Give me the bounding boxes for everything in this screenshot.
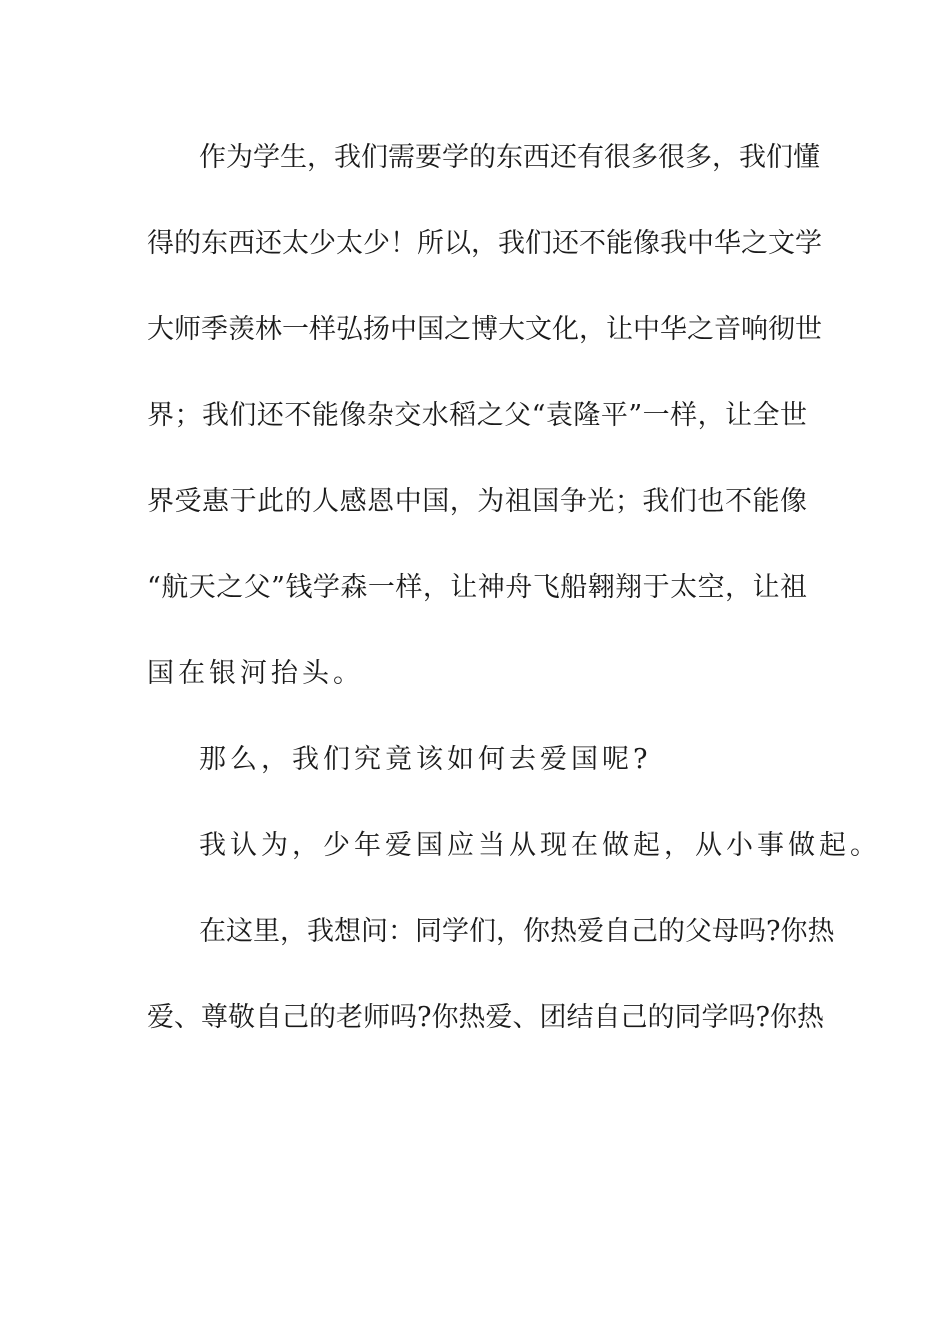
paragraph-4-line-2: 爱、尊敬自己的老师吗?你热爱、团结自己的同学吗?你热	[147, 1002, 824, 1033]
paragraph-2: 那么，我们究竟该如何去爱国呢?	[199, 744, 652, 775]
paragraph-1-line-1: 作为学生，我们需要学的东西还有很多很多，我们懂	[199, 142, 820, 173]
paragraph-4-line-1: 在这里，我想问：同学们，你热爱自己的父母吗?你热	[199, 916, 835, 947]
paragraph-1-line-2: 得的东西还太少太少！所以，我们还不能像我中华之文学	[147, 228, 822, 259]
paragraph-1-line-7: 国在银河抬头。	[147, 658, 364, 689]
paragraph-1-line-5: 界受惠于此的人感恩中国，为祖国争光；我们也不能像	[147, 486, 807, 517]
paragraph-3: 我认为，少年爱国应当从现在做起，从小事做起。	[199, 830, 881, 861]
paragraph-1-line-6: “航天之父”钱学森一样，让神舟飞船翱翔于太空，让祖	[147, 572, 807, 603]
paragraph-1-line-4: 界；我们还不能像杂交水稻之父“袁隆平”一样，让全世	[147, 400, 807, 431]
paragraph-1-line-3: 大师季羡林一样弘扬中国之博大文化，让中华之音响彻世	[147, 314, 822, 345]
